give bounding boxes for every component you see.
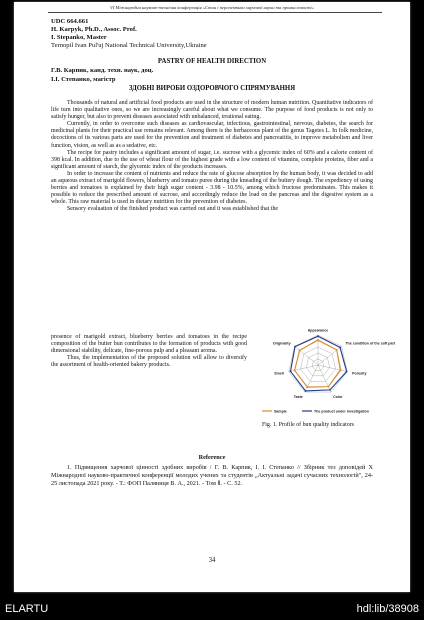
- paragraph-conclusion: Thus, the implementation of the proposed solution will allow to diversify the assortment of health-oriented bakery products.: [51, 355, 247, 369]
- data-point: [294, 346, 296, 348]
- paragraph-5-lead: Sensory evaluation of the finished product was carried out and it was established that the: [67, 206, 279, 213]
- axis-label: The condition of the soft part: [345, 341, 396, 346]
- wrap-text: [51, 334, 247, 369]
- running-header: VI Міжнародна науково-технічна конференція «Стан і перспективи харчової науки та промисловості»: [110, 5, 314, 10]
- data-point: [339, 369, 341, 371]
- series-line: [295, 340, 341, 387]
- title-ua: ЗДОБНІ ВИРОБИ ОЗДОРОВЧОГО СПРЯМУВАННЯ: [128, 85, 296, 92]
- radar-chart: [248, 325, 396, 417]
- legend-label: The product under investigation: [314, 409, 369, 414]
- repository-label: ELARTU: [5, 603, 49, 615]
- handle-label: hdl:lib/38908: [356, 603, 419, 615]
- figure-caption: Fig. 1. Profile of bun quality indicators: [262, 422, 354, 428]
- author-en-2: I. Stepanko, Master: [51, 34, 107, 41]
- data-point: [306, 386, 308, 388]
- author-ua-2: І.І. Степанко, магістр: [51, 76, 116, 83]
- references-list: [51, 464, 373, 489]
- axis-label: Appearance: [307, 328, 329, 333]
- axis-label: Color: [333, 395, 343, 400]
- paragraph-1: Thousands of natural and artificial food products are used in the structure of modern human nutrition. Quantitative indicators of life turn into qualitative ones, so we are increasingly careful about what we consume. The purpose of food products is not only to satisfy hunger, but also to prevent diseases associated with unbalanced, irrational eating.: [51, 100, 373, 121]
- axis-label: Smell: [274, 371, 284, 376]
- paragraph-4: In order to increase the content of nutrients and reduce the rate of glucose absorption by the human body, it was decided to add an aqueous extract of marigold flowers, blueberry and tomato puree during the kneading of the buttery dough. The expediency of using berries and tomatoes is explained by their high sugar content - 3.98 - 10.5%, among which fructose predominates. This makes it possible to reduce the prescribed amount of sucrose, and accordingly reduce the load on the pancreas and the digestive system as a whole. This raw material is used in dietary nutrition for the prevention of diabetes.: [51, 170, 373, 206]
- paper-page: [14, 2, 410, 592]
- data-point: [336, 349, 338, 351]
- data-point: [328, 386, 330, 388]
- axis-label: Porosity: [352, 371, 367, 376]
- references-heading: Reference: [198, 454, 226, 461]
- paragraph-5-cont: presence of marigold extract, blueberry berries and tomatoes in the recipe composition of the butter bun contributes to the formation of products with good dimensional stability, delicate, fine-porous pulp and a pleasant aroma.: [51, 334, 247, 355]
- data-point: [329, 389, 331, 391]
- paragraph-3: The recipe for pastry includes a significant amount of sugar, i.e. sucrose with a glycemic index of 60% and a calorie content of 398 kcal. In addition, due to the use of wheat flour of the highest grade with a low content of vitamins, complete proteins, fiber and a significant amount of starch, the glycemic index of the products increases.: [51, 149, 373, 170]
- data-point: [339, 347, 341, 349]
- data-point: [346, 371, 348, 373]
- axis-spoke: [318, 365, 331, 392]
- header-rule: [48, 12, 382, 13]
- paragraph-2: Currently, in order to overcome such diseases as cardiovascular, infectious, gastrointestinal, nervous, diabetes, the search for medicinal plants for their practical use remains relevant. Among them is the herbaceous plant of the genus Tagetes L. In folk medicine, decoctions of its various parts are used for the prevention and treatment of diabetes and pancreatitis, to improve metabolism and liver function, vision, as well as as a sedative, etc.: [51, 121, 373, 149]
- body-text: [51, 100, 373, 214]
- title-en: PASTRY OF HEALTH DIRECTION: [157, 58, 267, 65]
- axis-label: Originality: [272, 341, 291, 346]
- data-point: [317, 335, 319, 337]
- data-point: [290, 370, 292, 372]
- legend-label: Sample: [274, 409, 287, 414]
- data-point: [299, 350, 301, 352]
- data-point: [317, 339, 319, 341]
- data-point: [294, 369, 296, 371]
- viewer-footer: [0, 600, 424, 620]
- author-ua-1: Г.В. Карпик, канд. техн. наук, доц.: [51, 67, 154, 74]
- axis-label: Taste: [293, 395, 303, 400]
- author-en-1: H. Karpyk, Ph.D., Assoc. Prof.: [51, 26, 137, 33]
- affiliation: Ternopil Ivan Pul'uj National Technical University,Ukraine: [51, 42, 207, 49]
- data-point: [305, 390, 307, 392]
- reference-1: 1. Підвищення харчової цінності здобних виробів / Г. В. Карпик, І. І. Степанко // Збірник тез доповідей X Міжнародної науково-практичної конференції молодих учених та студентів „Актуальні задачі сучасних технологій", 24-25 листопада 2021 року. - Т.: ФОП Паляниця В. А., 2021. - Том Ⅱ. - С. 52.: [51, 464, 373, 488]
- page-number: 34: [208, 557, 216, 564]
- udc-code: UDC 664.661: [51, 18, 89, 25]
